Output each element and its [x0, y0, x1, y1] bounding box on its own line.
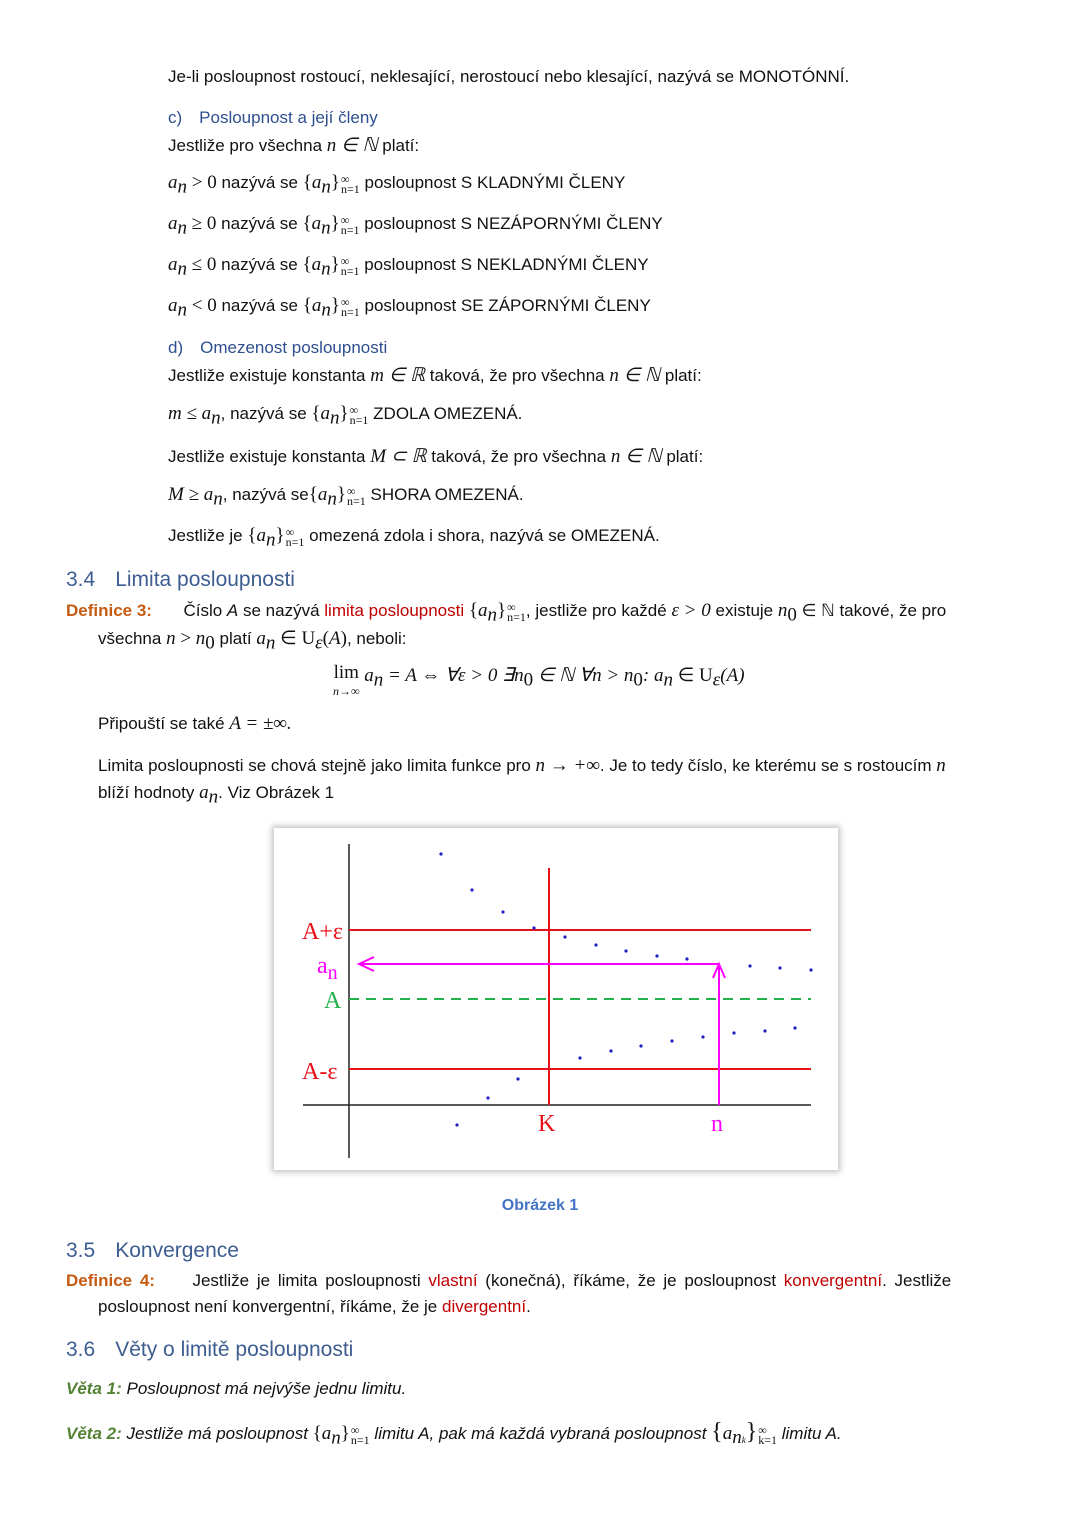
upper-bound-intro: Jestliže existuje konstanta M ⊂ ℝ taková, že pro všechna n ∈ ℕ platí:: [168, 446, 704, 467]
limit-paragraph-line1: Limita posloupnosti se chová stejně jako limita funkce pro n → +∞. Je to tedy číslo, ke kterému se s rostoucím n: [98, 755, 946, 776]
bounded-statement: Jestliže je $\{a_n\}$ ∞ n=1 omezená zdola i shora, nazývá se OMEZENÁ.: [168, 524, 660, 551]
sequence-condition-row: $a_n \le 0$ nazývá se $\{a_n\}$ ∞ n=1 posloupnost S NEKLADNÝMI ČLENY: [168, 253, 649, 280]
definition-4-line2: posloupnost není konvergentní, říkáme, že je divergentní.: [98, 1297, 531, 1316]
sequence-point: [655, 954, 658, 957]
sequence-point: [809, 968, 812, 971]
lower-bound-statement: $m \le a_n$, nazývá se $\{a_n\}$ ∞ n=1 ZDOLA OMEZENÁ.: [168, 402, 523, 429]
section-c-intro: Jestliže pro všechna n ∈ ℕ platí:: [168, 135, 420, 156]
sequence-points: [439, 852, 812, 1126]
subsection-d-title: d) Omezenost posloupnosti: [168, 338, 388, 357]
lower-bound-intro: Jestliže existuje konstanta m ∈ ℝ taková, že pro všechna n ∈ ℕ platí:: [168, 365, 702, 386]
sequence-point: [594, 943, 597, 946]
section-3-6-heading: 3.6 Věty o limitě posloupnosti: [66, 1338, 354, 1361]
monotonic-sentence: Je-li posloupnost rostoucí, neklesající, nerostoucí nebo klesající, nazývá se MONOTÓNNÍ.: [168, 67, 850, 86]
limit-definition-formula: lim n→∞ $a_n = A$ ⇔ ∀ε > 0 $\exists n_0$ ∈ ℕ ∀n > $n_0$: $a_n$ ∈ $U_\varepsilon(A)$: [333, 662, 745, 698]
sequence-point: [778, 966, 781, 969]
label-a: A: [324, 988, 342, 1014]
sequence-point: [763, 1029, 766, 1032]
sequence-point: [439, 852, 442, 855]
sequence-point: [470, 888, 473, 891]
section-3-5-heading: 3.5 Konvergence: [66, 1239, 239, 1262]
sequence-condition-row: $a_n < 0$ nazývá se $\{a_n\}$ ∞ n=1 posloupnost SE ZÁPORNÝMI ČLENY: [168, 294, 651, 321]
sequence-point: [532, 926, 535, 929]
sequence-condition-row: $a_n \ge 0$ nazývá se $\{a_n\}$ ∞ n=1 posloupnost S NEZÁPORNÝMI ČLENY: [168, 212, 663, 239]
limit-figure: [274, 828, 838, 1170]
definition-4-line1: Definice 4: Jestliže je limita posloupnosti vlastní (konečná), říkáme, že je posloupnost konvergentní. Jestliže: [66, 1271, 952, 1290]
label-a-plus-epsilon: A+ε: [302, 919, 343, 945]
limit-paragraph-line2: blíží hodnoty $a_n$. Viz Obrázek 1: [98, 782, 335, 808]
sequence-point: [455, 1123, 458, 1126]
label-an: $a_n$: [317, 953, 338, 984]
sequence-point: [516, 1077, 519, 1080]
sequence-point: [624, 949, 627, 952]
sequence-point: [685, 957, 688, 960]
label-k: K: [538, 1111, 556, 1137]
sequence-condition-row: $a_n > 0$ nazývá se $\{a_n\}$ ∞ n=1 posloupnost S KLADNÝMI ČLENY: [168, 171, 626, 198]
infinity-allowed: Připouští se také A = ±∞.: [98, 713, 292, 734]
sequence-point: [563, 935, 566, 938]
figure-caption: Obrázek 1: [501, 1197, 579, 1214]
sequence-point: [486, 1096, 489, 1099]
upper-bound-statement: $M \ge a_n$, nazývá $se\{a_n\}$ ∞ n=1 SHORA OMEZENÁ.: [168, 483, 524, 510]
sequence-point: [793, 1026, 796, 1029]
theorem-1: Věta 1: Posloupnost má nejvýše jednu limitu.: [66, 1379, 407, 1398]
theorem-2: Věta 2: Jestliže má posloupnost $\{a_n\}$ ∞ n=1 limitu A, pak má každá vybraná posloupnost $\{a_{nk}\}$ ∞ k=1 limitu A.: [66, 1419, 842, 1449]
sequence-point: [748, 964, 751, 967]
sequence-point: [578, 1056, 581, 1059]
sequence-point: [701, 1035, 704, 1038]
sequence-point: [609, 1049, 612, 1052]
section-3-4-heading: 3.4 Limita posloupnosti: [66, 568, 295, 591]
subsection-c-title: c) Posloupnost a její členy: [168, 108, 378, 127]
sequence-point: [501, 910, 504, 913]
sequence-point: [732, 1031, 735, 1034]
definition-3-line2: všechna $n > n_0$ platí $a_n$ ∈ $U_\varepsilon(A)$, neboli:: [98, 628, 407, 654]
definition-3-line1: Definice 3: Číslo A se nazývá limita posloupnosti $\{a_n\}$ ∞ n=1 , jestliže pro každé ε > 0 existuje $n_0$ ∈ ℕ takové, že pro: [66, 599, 947, 626]
label-a-minus-epsilon: A-ε: [302, 1059, 338, 1085]
sequence-point: [639, 1044, 642, 1047]
label-n: n: [711, 1111, 723, 1137]
limit-diagram: [274, 828, 838, 1170]
sequence-point: [670, 1039, 673, 1042]
